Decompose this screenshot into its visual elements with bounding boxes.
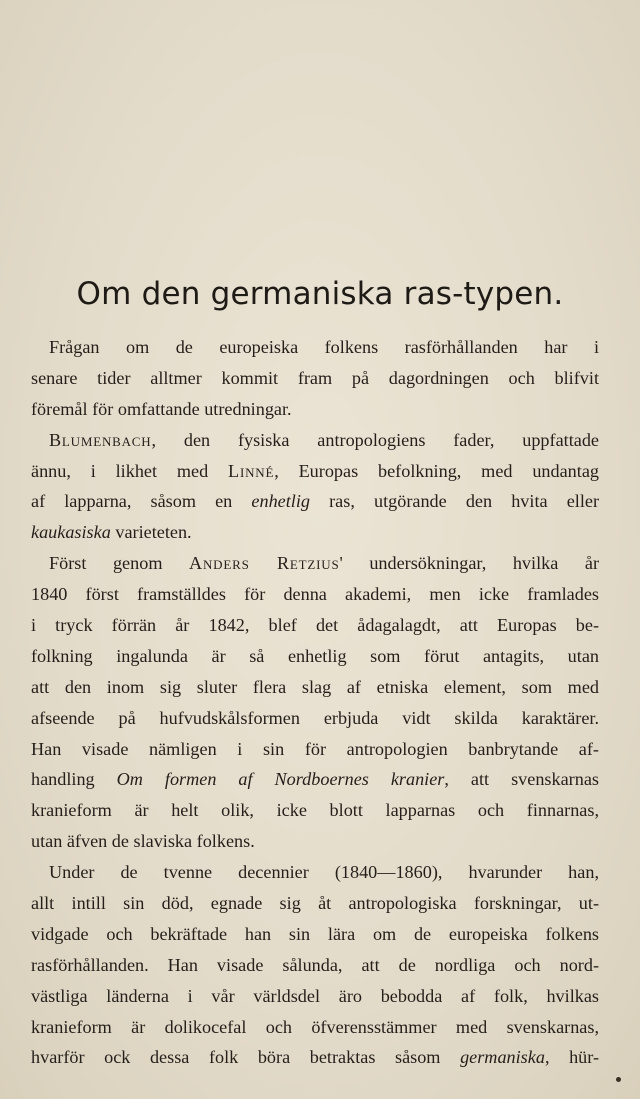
line-text: allt intill sin död, egnade sig åt antropologiska forskningar, ut- bbox=[31, 893, 599, 914]
line-text: kranieform är dolikocefal och öfverensstämmer med svenskarnas, bbox=[31, 1016, 599, 1037]
text-line bbox=[31, 363, 599, 394]
text-line bbox=[31, 919, 599, 950]
line-text: ännu, i likhet med bbox=[31, 460, 229, 481]
line-text: , Europas befolkning, med undantag bbox=[274, 460, 599, 481]
text-line bbox=[31, 950, 599, 981]
text-line bbox=[31, 1042, 599, 1073]
text-line bbox=[31, 641, 599, 672]
line-text: Frågan om de europeiska folkens rasförhållanden har i bbox=[49, 337, 599, 357]
line-text: varieteten. bbox=[110, 522, 192, 543]
text-line bbox=[31, 579, 599, 610]
line-text: af lapparna, såsom en bbox=[31, 491, 252, 512]
text-line bbox=[31, 548, 599, 579]
text-line bbox=[31, 672, 599, 703]
text-line bbox=[31, 517, 599, 548]
line-text: hvarför ock dessa folk böra betraktas såsom bbox=[31, 1047, 461, 1068]
author-name-retzius: Anders Retzius bbox=[189, 553, 340, 574]
ink-speck bbox=[616, 1077, 621, 1082]
text-line bbox=[31, 981, 599, 1012]
line-text: afseende på hufvudskålsformen erbjuda vidt skilda karaktärer. bbox=[31, 707, 599, 728]
line-text: senare tider alltmer kommit fram på dagordningen och blifvit bbox=[31, 367, 599, 388]
text-line bbox=[31, 425, 599, 456]
text-line bbox=[31, 486, 599, 517]
text-line bbox=[31, 703, 599, 734]
emphasis-text: enhetlig bbox=[251, 491, 310, 512]
line-text: föremål för omfattande utredningar. bbox=[31, 398, 292, 419]
line-text: ras, utgörande den hvita eller bbox=[310, 491, 600, 512]
author-name-blumenbach: Blumenbach bbox=[49, 429, 152, 450]
line-text: Han visade nämligen i sin för antropologien banbrytande af- bbox=[31, 738, 599, 759]
line-text: , den fysiska antropologiens fader, uppfattade bbox=[151, 429, 599, 450]
text-line bbox=[31, 795, 599, 826]
author-name-linne: Linné bbox=[228, 460, 275, 481]
line-text: handling bbox=[31, 769, 117, 790]
emphasis-text: germaniska bbox=[460, 1047, 545, 1068]
line-text: ' undersökningar, hvilka år bbox=[339, 553, 599, 574]
line-text: i tryck förrän år 1842, blef det ådagalagdt, att Europas be- bbox=[31, 615, 599, 636]
line-text: folkning ingalunda är så enhetlig som förut antagits, utan bbox=[31, 645, 599, 666]
line-text: vidgade och bekräftade han sin lära om de europeiska folkens bbox=[31, 923, 599, 944]
text-line bbox=[31, 764, 599, 795]
text-line bbox=[31, 394, 599, 425]
line-text: att den inom sig sluter flera slag af etniska element, som med bbox=[31, 676, 599, 697]
line-text: Under de tvenne decennier (1840—1860), hvarunder han, bbox=[49, 862, 599, 883]
line-text: Först genom bbox=[49, 553, 190, 574]
line-text: 1840 först framställdes för denna akademi, men icke framlades bbox=[31, 584, 599, 605]
line-text: västliga länderna i vår världsdel äro bebodda af folk, hvilkas bbox=[31, 985, 599, 1006]
text-line bbox=[31, 888, 599, 919]
text-line bbox=[31, 456, 599, 487]
text-line bbox=[31, 826, 599, 857]
line-text: kranieform är helt olik, icke blott lapparnas och finnarnas, bbox=[31, 800, 599, 821]
line-text: , att svenskarnas bbox=[444, 769, 599, 790]
work-title: Om formen af Nordboernes kranier bbox=[116, 769, 445, 790]
line-text: utan äfven de slaviska folkens. bbox=[31, 831, 255, 852]
body-text bbox=[31, 332, 599, 1073]
emphasis-text: kaukasiska bbox=[31, 522, 111, 543]
text-line bbox=[31, 857, 599, 888]
line-text: , hür- bbox=[544, 1047, 600, 1068]
text-line bbox=[31, 610, 599, 641]
line-text: rasförhållanden. Han visade sålunda, att de nordliga och nord- bbox=[31, 954, 599, 975]
chapter-title: Om den germaniska ras-typen. bbox=[76, 276, 564, 312]
text-line bbox=[31, 734, 599, 765]
text-line bbox=[31, 332, 599, 363]
text-line bbox=[31, 1012, 599, 1043]
